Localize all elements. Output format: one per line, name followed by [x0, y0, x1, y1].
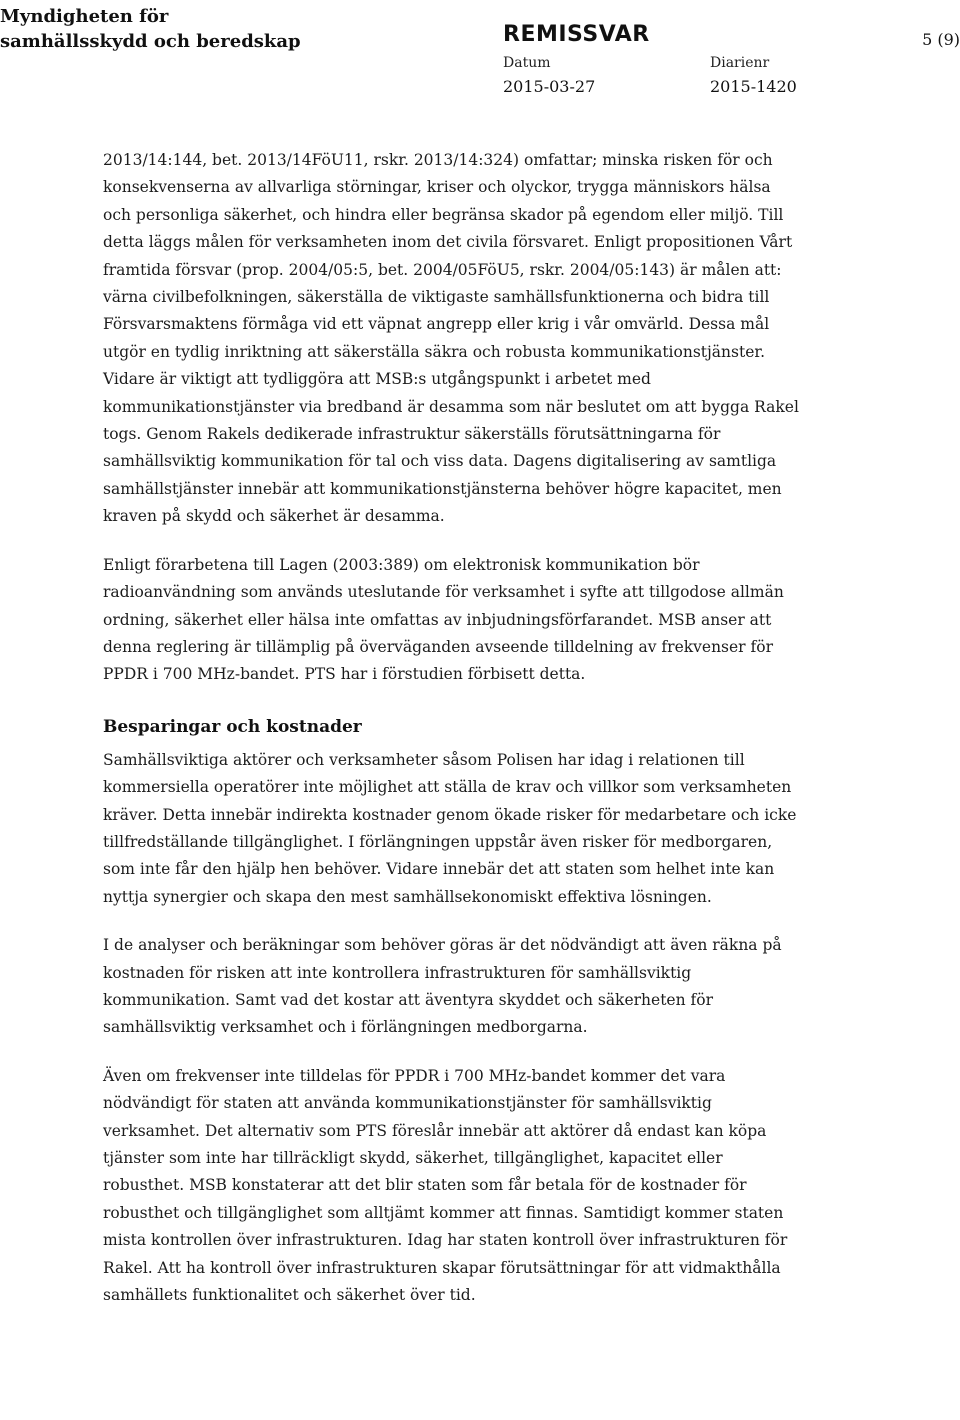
document-body: [103, 147, 803, 1330]
paragraph-1: 2013/14:144, bet. 2013/14FöU11, rskr. 2013/14:324) omfattar; minska risken för och konsekvenserna av allvarliga störningar, kriser och olyckor, trygga människors hälsa och personliga säkerhet, och hindra eller begränsa skador på egendom eller miljö. Till detta läggs målen för verksamheten inom det civila försvaret. Enligt propositionen Vårt framtida försvar (prop. 2004/05:5, bet. 2004/05FöU5, rskr. 2004/05:143) är målen att: värna civilbefolkningen, säkerställa de viktigaste samhällsfunktionerna och bidra till Försvarsmaktens förmåga vid ett väpnat angrepp eller krig i vår omvärld. Dessa mål utgör en tydlig inriktning att säkerställa säkra och robusta kommunikationstjänster. Vidare är viktigt att tydliggöra att MSB:s utgångspunkt i arbetet med kommunikationstjänster via bredband är desamma som när beslutet om att bygga Rakel togs. Genom Rakels dedikerade infrastruktur säkerställs förutsättningarna för samhällsviktig kommunikation för tal och viss data. Dagens digitalisering av samtliga samhällstjänster innebär att kommunikationstjänsterna behöver högre kapacitet, men kraven på skydd och säkerhet är desamma.: [103, 151, 799, 526]
paragraph-5: Även om frekvenser inte tilldelas för PPDR i 700 MHz-bandet kommer det vara nödvändigt för staten att använda kommunikationstjänster för samhällsviktig verksamhet. Det alternativ som PTS föreslår innebär att aktörer då endast kan köpa tjänster som inte har tillräckligt skydd, säkerhet, tillgänglighet, kapacitet eller robusthet. MSB konstaterar att det blir staten som får betala för de kostnader för robusthet och tillgänglighet som alltjämt kommer att finnas. Samtidigt kommer staten mista kontrollen över infrastrukturen. Idag har staten kontroll över infrastrukturen för Rakel. Att ha kontroll över infrastrukturen skapar förutsättningar för att vidmakthålla samhällets funktionalitet och säkerhet över tid.: [103, 1066, 788, 1305]
paragraph-3: Samhällsviktiga aktörer och verksamheter såsom Polisen har idag i relationen till kommersiella operatörer inte möjlighet att ställa de krav och villkor som verksamheten kräver. Detta innebär indirekta kostnader genom ökade risker för medarbetare och icke tillfredställande tillgänglighet. I förlängningen uppstår även risker för medborgaren, som inte får den hjälp hen behöver. Vidare innebär det att staten som helhet inte kan nyttja synergier och skapa den mest samhällsekonomiskt effektiva lösningen.: [103, 750, 797, 906]
date-value: 2015-03-27: [503, 77, 596, 96]
section-heading: Besparingar och kostnader: [103, 716, 362, 737]
page-number: 5 (9): [922, 30, 960, 49]
organization-name: [0, 4, 301, 54]
document-header: [0, 0, 960, 100]
date-label: Datum: [503, 55, 551, 71]
diary-number-label: Diarienr: [710, 55, 770, 71]
organization-name-line1: Myndigheten för: [0, 6, 169, 27]
organization-name-line2: samhällsskydd och beredskap: [0, 31, 301, 52]
paragraph-4: I de analyser och beräkningar som behöver göras är det nödvändigt att även räkna på kostnaden för risken att inte kontrollera infrastrukturen för samhällsviktig kommunikation. Samt vad det kostar att äventyra skyddet och säkerheten för samhällsviktig verksamhet och i förlängningen medborgarna.: [103, 936, 782, 1037]
document-type: REMISSVAR: [503, 22, 650, 47]
diary-number-value: 2015-1420: [710, 77, 797, 96]
paragraph-2: Enligt förarbetena till Lagen (2003:389) om elektronisk kommunikation bör radioanvändning som används uteslutande för verksamhet i syfte att tillgodose allmän ordning, säkerhet eller hälsa inte omfattas av inbjudningsförfarandet. MSB anser att denna reglering är tillämplig på överväganden avseende tilldelning av frekvenser för PPDR i 700 MHz-bandet. PTS har i förstudien förbisett detta.: [103, 555, 784, 684]
